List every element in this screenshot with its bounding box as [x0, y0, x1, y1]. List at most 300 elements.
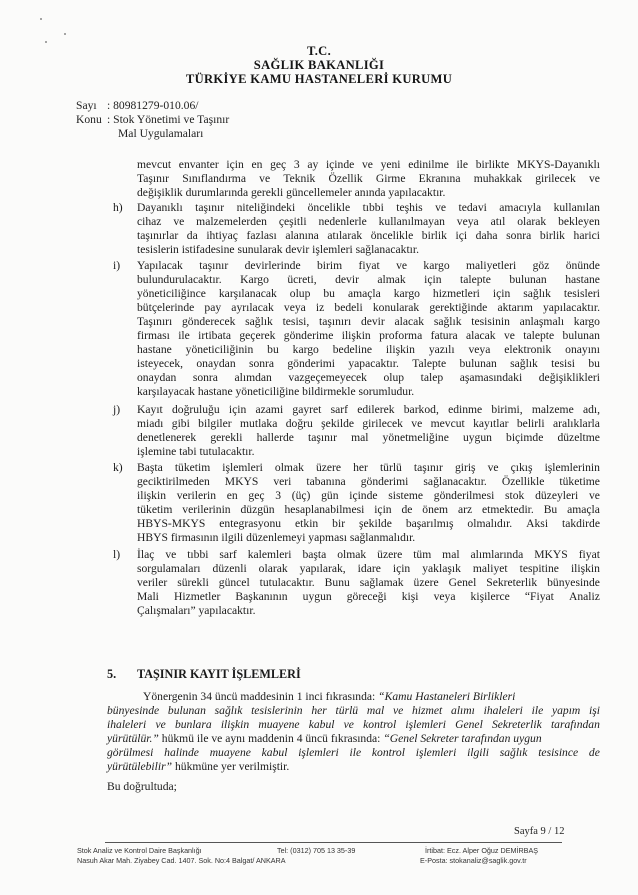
word: devir	[360, 315, 385, 328]
word: da	[186, 229, 198, 242]
word: tesisinin	[471, 315, 510, 328]
footer-phone: Tel: (0312) 705 13 35-39	[277, 846, 356, 855]
item-line	[137, 503, 600, 516]
section-paragraph-line	[107, 746, 600, 759]
word: öncelikle	[307, 201, 351, 214]
word: uygun	[462, 431, 492, 444]
word: taşınır	[308, 431, 337, 444]
word: ve	[396, 259, 408, 272]
word: ve	[411, 417, 423, 430]
word: giriş	[454, 461, 476, 474]
word: tüketim	[137, 503, 173, 516]
word: olup	[289, 287, 311, 300]
word: göz	[532, 259, 550, 272]
word: şekilde	[359, 517, 392, 530]
konu-value-1: : Stok Yönetimi ve Taşınır	[107, 113, 230, 126]
word: aralıklarla	[552, 417, 600, 430]
word: İlaç	[137, 548, 155, 561]
word: alımlarında	[470, 548, 524, 561]
word: mevcut	[137, 158, 172, 171]
footer-email[interactable]: E-Posta: stokanaliz@saglik.gov.tr	[420, 856, 527, 865]
word: mal	[351, 431, 369, 444]
word: ile	[456, 158, 469, 171]
word: adı,	[582, 403, 600, 416]
item-line	[137, 201, 600, 214]
word: gönderilmesi	[433, 489, 495, 502]
word: Özellik	[328, 172, 363, 185]
word: onaydan	[137, 371, 177, 384]
word: ve	[392, 704, 404, 717]
item-line	[137, 489, 600, 502]
word: Başkanının	[235, 590, 288, 603]
word: aşamasındaki	[459, 371, 523, 384]
sayi-value: : 80981279-010.06/	[107, 99, 199, 112]
word: olarak	[517, 215, 547, 228]
word: “Fiyat	[524, 590, 554, 603]
word: idare	[357, 562, 381, 575]
word: malzemelerden	[196, 215, 267, 228]
word: tesisi,	[282, 315, 310, 328]
word: pay	[204, 301, 222, 314]
word: sisteme	[388, 489, 424, 502]
word: devir	[335, 273, 359, 286]
word: bir	[332, 517, 346, 530]
word: Analiz	[568, 590, 600, 603]
word: konularak	[372, 301, 420, 314]
word: verilerinin	[182, 503, 231, 516]
word: fiyat	[578, 548, 600, 561]
word: için	[424, 273, 442, 286]
section-paragraph-line	[107, 704, 600, 717]
word: üzere	[377, 548, 403, 561]
word: Mali	[137, 590, 159, 603]
word: ücreti,	[287, 273, 317, 286]
word: bulunan	[167, 704, 206, 717]
word: yöneticiliğince	[137, 287, 206, 300]
item-line	[137, 590, 600, 603]
word: geciktirilmeden	[137, 475, 210, 488]
word: geçerek	[239, 329, 276, 342]
word: içinde	[349, 489, 378, 502]
word: birim	[316, 259, 343, 272]
word: ayrılacak	[231, 301, 274, 314]
word: gerekli	[210, 431, 243, 444]
word: karşılanacak	[218, 287, 277, 300]
text-run: hükmü ile ve aynı maddenin 4 üncü fıkrasında:	[161, 732, 381, 745]
word: için	[374, 503, 392, 516]
word: olmak	[274, 461, 304, 474]
word: isteyecek,	[137, 357, 184, 370]
word: de	[401, 503, 413, 516]
word: sağlık	[214, 704, 243, 717]
word: sürekli	[177, 576, 209, 589]
word: biçimde	[506, 431, 544, 444]
word: doğru	[285, 417, 313, 430]
word: envanter	[178, 158, 219, 171]
word: ve	[361, 158, 373, 171]
word: (üç)	[291, 489, 311, 502]
word: bulunan	[562, 329, 600, 342]
word: proforma	[379, 329, 423, 342]
word: veriler	[137, 576, 168, 589]
word: tesisi	[551, 357, 575, 370]
section-number: 5.	[107, 667, 117, 681]
word: öncelikle	[370, 229, 414, 242]
word: Sekreterlik	[491, 718, 542, 731]
word: uygun	[302, 590, 332, 603]
word: girilecek	[535, 172, 576, 185]
word: işlemleri	[405, 718, 446, 731]
word: ile	[178, 329, 190, 342]
word: bekleyen	[558, 215, 600, 228]
item-line	[137, 517, 600, 530]
footer-rule	[105, 842, 562, 843]
word: tarafından	[550, 718, 600, 731]
word: malzeme	[531, 403, 574, 416]
word: Taşınırı	[137, 315, 173, 328]
word: olarak	[258, 562, 288, 575]
word: işlemleri	[415, 746, 457, 759]
item-line: karşılayacak hastane yöneticiliğine bildirmekle sorumludur.	[137, 385, 415, 398]
word: ilişkin	[385, 343, 415, 356]
quote-run: yürütülür.”	[107, 732, 159, 745]
word: fiyat	[358, 259, 380, 272]
item-line	[137, 215, 600, 228]
item-line: Çalışmaları” yapılacaktır.	[137, 604, 256, 617]
word: fatura	[430, 329, 458, 342]
word: girilecek	[362, 417, 403, 430]
word: Özellikle	[501, 475, 545, 488]
section-paragraph-line	[107, 760, 289, 773]
word: etkin	[295, 517, 319, 530]
header-institution: TÜRKİYE KAMU HASTANELERİ KURUMU	[185, 72, 453, 86]
item-line	[137, 576, 600, 589]
section-paragraph-line	[107, 732, 542, 745]
word: en	[226, 489, 238, 502]
scan-speck	[64, 33, 66, 35]
word: bütçelerinde	[137, 301, 195, 314]
word: ilişkin	[220, 718, 250, 731]
word: HBYS-MKYS	[137, 517, 206, 530]
word: sağlamak	[359, 576, 404, 589]
word: entegrasyonu	[219, 517, 282, 530]
word: kontrol	[371, 746, 405, 759]
word: MKYS	[534, 548, 568, 561]
word: Dayanıklı	[137, 201, 183, 214]
word: önem	[422, 503, 449, 516]
word: hizmet	[412, 704, 443, 717]
word: almak	[377, 273, 406, 286]
word: sağlık	[245, 315, 273, 328]
item-line	[137, 431, 600, 444]
word: ve	[503, 329, 515, 342]
word: bedeli	[334, 301, 363, 314]
word: kabul	[261, 746, 288, 759]
word: teşhis	[396, 201, 423, 214]
word: atıl	[490, 215, 506, 228]
word: iz	[315, 301, 325, 314]
word: yapım	[551, 704, 581, 717]
word: kayıtlar	[473, 417, 509, 430]
word: etmektedir.	[481, 503, 534, 516]
word: kalemleri	[247, 548, 292, 561]
word: aktarım	[497, 301, 533, 314]
word: verilerin	[176, 489, 216, 502]
word: onaydan	[196, 357, 236, 370]
word: bünyesinde	[107, 704, 160, 717]
word: alımı	[451, 704, 475, 717]
word: sağlık	[523, 287, 551, 300]
item-letter-l: l)	[113, 548, 121, 561]
word: fazlası	[246, 229, 277, 242]
word: için	[226, 158, 244, 171]
word: takdirde	[562, 517, 600, 530]
word: hallerde	[256, 431, 294, 444]
header-tc: T.C.	[306, 44, 332, 58]
cont-line	[137, 158, 600, 171]
item-letter-j: j)	[113, 403, 121, 416]
word: alacak	[394, 315, 425, 328]
word: yapacaktır.	[348, 357, 399, 370]
word: gönderimi	[287, 357, 336, 370]
word: işlemlerinin	[544, 461, 600, 474]
word: onayını	[565, 343, 600, 356]
section-title: TAŞINIR KAYIT İŞLEMLERİ	[137, 667, 301, 681]
text-run: hükmüne yer verilmiştir.	[174, 760, 290, 773]
word: ilgili	[467, 746, 489, 759]
item-line	[137, 371, 600, 384]
word: kullanılan	[553, 201, 600, 214]
word: tüketime	[559, 475, 600, 488]
word: bunlara	[174, 718, 212, 731]
word: ile	[531, 704, 544, 717]
word: bulunan	[509, 273, 547, 286]
word: muayene	[258, 718, 300, 731]
page-number: Sayfa 9 / 12	[514, 826, 565, 837]
word: Sekreterlik	[486, 576, 538, 589]
word: veya	[468, 343, 491, 356]
word: taşınırlar	[137, 229, 179, 242]
word: kabul	[308, 718, 335, 731]
word: birlik	[539, 229, 565, 242]
word: içi	[455, 229, 468, 242]
word: ay	[307, 158, 319, 171]
word: Kargo	[240, 273, 269, 286]
word: taşınır	[195, 201, 225, 214]
item-line	[137, 357, 600, 370]
word: devirlerinde	[244, 259, 301, 272]
word: ilişkin	[341, 329, 371, 342]
word: ve	[343, 718, 354, 731]
word: Taşınır	[137, 172, 170, 185]
word: çeşitli	[278, 215, 307, 228]
word: stok	[505, 489, 525, 502]
word: mevcut	[430, 417, 465, 430]
footer-address: Nasuh Akar Mah. Ziyabey Cad. 1407. Sok. No:4 Balgat/ ANKARA	[77, 856, 286, 865]
word: Sınıflandırma	[182, 172, 246, 185]
word: ile	[349, 746, 362, 759]
word: birlikte	[475, 158, 510, 171]
word: düzeltme	[557, 431, 600, 444]
word: ve	[173, 215, 185, 228]
word: belirli	[516, 417, 545, 430]
word: tutulacaktır.	[259, 576, 315, 589]
word: veya	[433, 590, 456, 603]
section-paragraph-line	[107, 718, 600, 731]
word: birimi,	[491, 403, 523, 416]
word: Başta	[137, 461, 163, 474]
item-letter-i: i)	[113, 259, 121, 272]
word: elektronik	[504, 343, 552, 356]
item-line	[137, 461, 600, 474]
word: kargo	[292, 343, 319, 356]
word: hastane	[565, 273, 600, 286]
word: kargo	[573, 315, 600, 328]
word: daha	[475, 229, 498, 242]
word: düzeyleri	[535, 489, 579, 502]
word: kişi	[401, 590, 419, 603]
word: 3	[275, 489, 281, 502]
word: Hizmetler	[173, 590, 221, 603]
konu-value-2: Mal Uygulamaları	[118, 127, 204, 140]
word: tesislerinin	[251, 704, 303, 717]
word: ihtiyaç	[206, 229, 238, 242]
word: ve	[155, 718, 166, 731]
word: ve	[487, 461, 499, 474]
word: olmalıdır.	[467, 517, 513, 530]
word: gerektiğinde	[429, 301, 488, 314]
word: için	[492, 287, 511, 300]
word: yaklaşık	[422, 562, 461, 575]
word: bilgiler	[198, 417, 232, 430]
word: tespitine	[519, 562, 559, 575]
word: sonra	[506, 229, 532, 242]
word: gönderecek	[181, 315, 236, 328]
sayi-label: Sayı	[76, 99, 97, 112]
word: bu	[267, 343, 279, 356]
word: azami	[255, 403, 284, 416]
footer-contact: İrtibat: Ecz. Alper Oğuz DEMİRBAŞ	[425, 846, 539, 855]
word: MKYS	[224, 475, 259, 488]
item-line	[137, 548, 600, 561]
word: amaçla	[567, 503, 600, 516]
word: ilişkin	[137, 489, 166, 502]
word: arz	[457, 503, 473, 516]
word: Teknik	[283, 172, 316, 185]
word: içinde	[325, 158, 355, 171]
item-line	[137, 315, 600, 328]
word: değişiklikleri	[538, 371, 600, 384]
word: sağlık	[433, 315, 462, 328]
word: yöneticiliğinin	[185, 343, 254, 356]
word: tıbbi	[187, 548, 209, 561]
word: için	[228, 403, 247, 416]
word: düzgün	[240, 503, 275, 516]
word: tedavi	[458, 201, 487, 214]
word: bünyesinde	[547, 576, 600, 589]
section-paragraph-2: Bu doğrultuda;	[107, 780, 177, 793]
word: en	[251, 158, 263, 171]
word: yönetmeliğine	[382, 431, 449, 444]
word: göreceği	[346, 590, 387, 603]
word: Kayıt	[137, 403, 163, 416]
word: başta	[302, 548, 327, 561]
word: edilerek	[357, 403, 395, 416]
word: geç	[270, 158, 287, 171]
word: Aksi	[526, 517, 549, 530]
scan-speck	[45, 41, 47, 43]
word: veri	[273, 475, 292, 488]
word: birlik	[421, 229, 447, 242]
word: halinde	[164, 746, 199, 759]
word: Yapılacak	[137, 259, 183, 272]
word: hizmetleri	[432, 287, 480, 300]
word: ihaleleri	[483, 704, 523, 717]
word: firması	[137, 329, 170, 342]
header-ministry: SAĞLIK BAKANLIĞI	[253, 58, 385, 72]
section-paragraph-line	[143, 690, 515, 703]
word: niteliğindeki	[236, 201, 296, 214]
word: işlemleri	[222, 461, 263, 474]
word: gün	[321, 489, 339, 502]
word: ve	[588, 172, 600, 185]
word: düzenli	[212, 562, 247, 575]
word: edinme	[448, 403, 483, 416]
konu-label: Konu	[76, 113, 102, 126]
word: sorgulamaları	[137, 562, 201, 575]
item-letter-k: k)	[113, 461, 123, 474]
word: her	[311, 704, 327, 717]
word: türlü	[379, 461, 402, 474]
word: tabanına	[306, 475, 346, 488]
word: hastane	[137, 343, 172, 356]
word: cihaz	[137, 215, 162, 228]
word: doğruluğu	[171, 403, 220, 416]
word: kişilerce	[470, 590, 510, 603]
word: mal	[366, 704, 385, 717]
word: geç	[248, 489, 265, 502]
word: Ekranına	[418, 172, 461, 185]
word: maliyet	[472, 562, 508, 575]
word: muayene	[209, 746, 251, 759]
word: Talepte	[412, 357, 447, 370]
word: önünde	[565, 259, 600, 272]
word: bu	[323, 287, 335, 300]
word: görülmesi	[107, 746, 154, 759]
word: her	[353, 461, 368, 474]
word: mal	[442, 548, 460, 561]
scan-speck	[40, 18, 42, 20]
word: talepte	[523, 329, 555, 342]
word: vazgeçemeyecek	[288, 371, 367, 384]
word: harici	[573, 229, 600, 242]
word: talepte	[460, 273, 491, 286]
word: bulundurulacaktır.	[137, 273, 222, 286]
item-letter-h: h)	[113, 201, 123, 214]
word: yazılı	[428, 343, 455, 356]
item-line	[137, 287, 600, 300]
item-line	[137, 403, 600, 416]
quote-run: “Genel Sekreter tarafından uygun	[383, 732, 542, 745]
word: kullanılmayan	[378, 215, 445, 228]
item-line: tesislerin istifadesine sunularak devir işlemleri sağlanacaktır.	[137, 243, 420, 256]
word: üzere	[315, 461, 342, 474]
word: 3	[293, 158, 300, 171]
word: olup	[383, 371, 405, 384]
word: yapılacaktır.	[542, 301, 600, 314]
word: mutlaka	[240, 417, 278, 430]
word: taşınır	[413, 461, 443, 474]
